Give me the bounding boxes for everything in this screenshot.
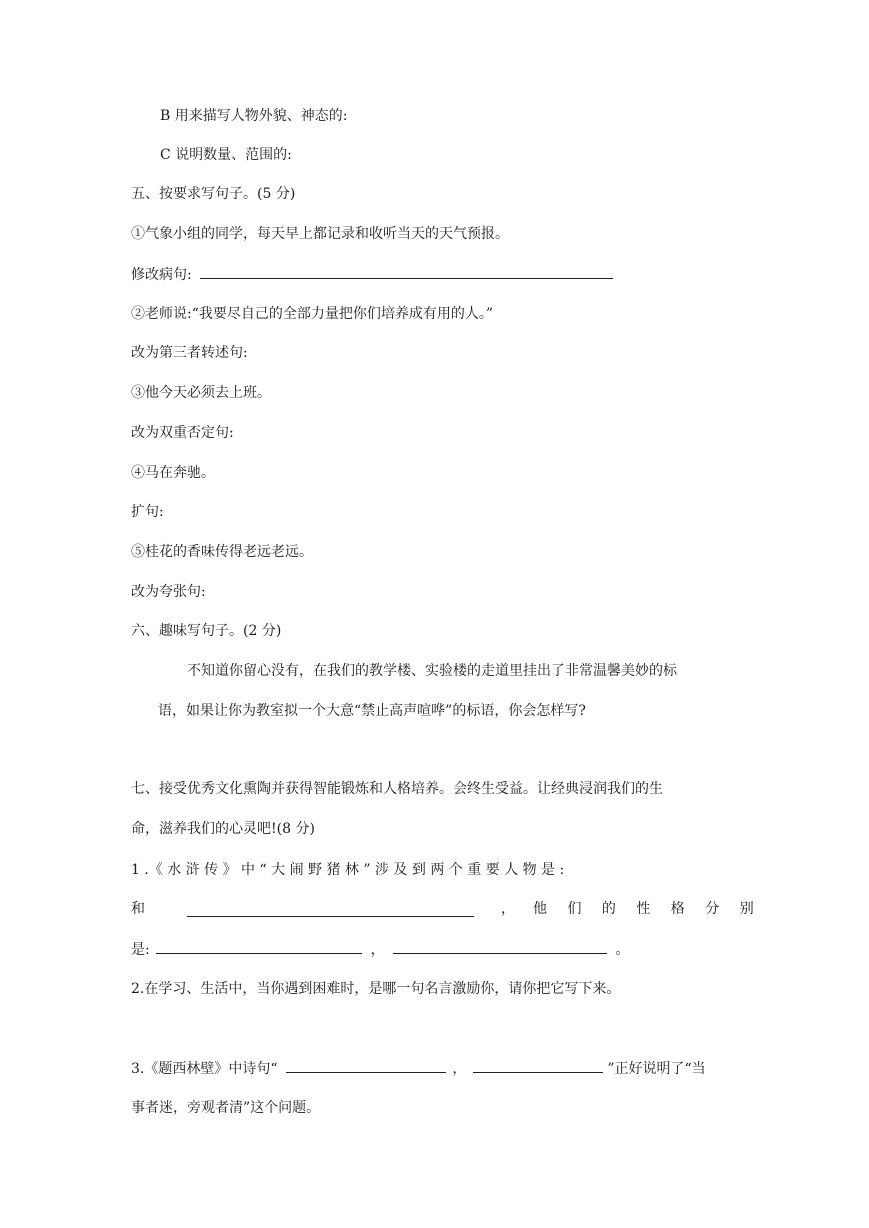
s5-answer-5-label: 改为夸张句: xyxy=(131,584,206,600)
s7-question-3-line-1 xyxy=(131,1058,706,1079)
section-5-title: 五、按要求写句子。(5 分) xyxy=(131,186,296,202)
section-6-title: 六、趣味写句子。(2 分) xyxy=(131,623,282,639)
answer-blank[interactable] xyxy=(200,264,613,279)
s7-question-3-line-2: 事者迷，旁观者清”这个问题。 xyxy=(131,1100,321,1116)
section-7-line-1: 七、接受优秀文化熏陶并获得智能锻炼和人格培养。会终生受益。让经典浸润我们的生 xyxy=(131,781,663,797)
s7-q1-personality: 他 们 的 性 格 分 别 xyxy=(533,901,762,917)
option-c: C 说明数量、范围的: xyxy=(160,147,292,163)
option-b: B 用来描写人物外貌、神态的: xyxy=(160,108,348,124)
answer-blank[interactable] xyxy=(393,939,607,954)
s6-paragraph-line-2: 语，如果让你为教室拟一个大意“禁止高声喧哗”的标语，你会怎样写? xyxy=(158,703,586,719)
s7-question-2: 2.在学习、生活中，当你遇到困难时，是哪一句名言激励你，请你把它写下来。 xyxy=(131,981,621,997)
s5-question-4: ④马在奔驰。 xyxy=(131,465,215,481)
s5-question-3: ③他今天必须去上班。 xyxy=(131,385,271,401)
section-7-line-2: 命，滋养我们的心灵吧!(8 分) xyxy=(131,821,315,837)
s5-question-2: ②老师说:“我要尽自己的全部力量把你们培养成有用的人。” xyxy=(131,306,494,322)
s7-question-1-line-1: 1 .《 水 浒 传 》 中 “ 大 闹 野 猪 林 ” 涉 及 到 两 个 重 要 人 物 是 : xyxy=(131,862,565,878)
s5-answer-1-label: 修改病句: xyxy=(131,267,192,283)
s5-question-5: ⑤桂花的香味传得老远老远。 xyxy=(131,544,313,560)
answer-blank[interactable] xyxy=(473,1058,603,1073)
s7-q1-comma: ， xyxy=(501,901,515,917)
s5-question-1: ①气象小组的同学，每天早上都记录和收听当天的天气预报。 xyxy=(131,226,509,242)
s7-q1-is: 是: xyxy=(131,942,150,958)
s5-answer-2-label: 改为第三者转述句: xyxy=(131,345,248,361)
s7-question-1-line-3 xyxy=(131,939,630,960)
s5-answer-4-label: 扩句: xyxy=(131,504,164,520)
s7-q3-comma: ， xyxy=(452,1061,467,1077)
s7-q1-and: 和 xyxy=(131,901,145,917)
s5-answer-1 xyxy=(131,264,613,285)
answer-blank[interactable] xyxy=(286,1058,446,1073)
answer-blank[interactable] xyxy=(156,939,362,954)
s5-answer-3-label: 改为双重否定句: xyxy=(131,425,234,441)
s7-q3-end: ”正好说明了“当 xyxy=(607,1061,706,1077)
s7-q3-start: 3.《题西林壁》中诗句“ xyxy=(131,1061,278,1077)
s7-q1-period: 。 xyxy=(615,942,630,958)
s6-paragraph-line-1: 不知道你留心没有，在我们的教学楼、实验楼的走道里挂出了非常温馨美妙的标 xyxy=(187,663,677,679)
answer-blank[interactable] xyxy=(187,902,474,917)
s7-q1-comma-2: ， xyxy=(370,942,385,958)
